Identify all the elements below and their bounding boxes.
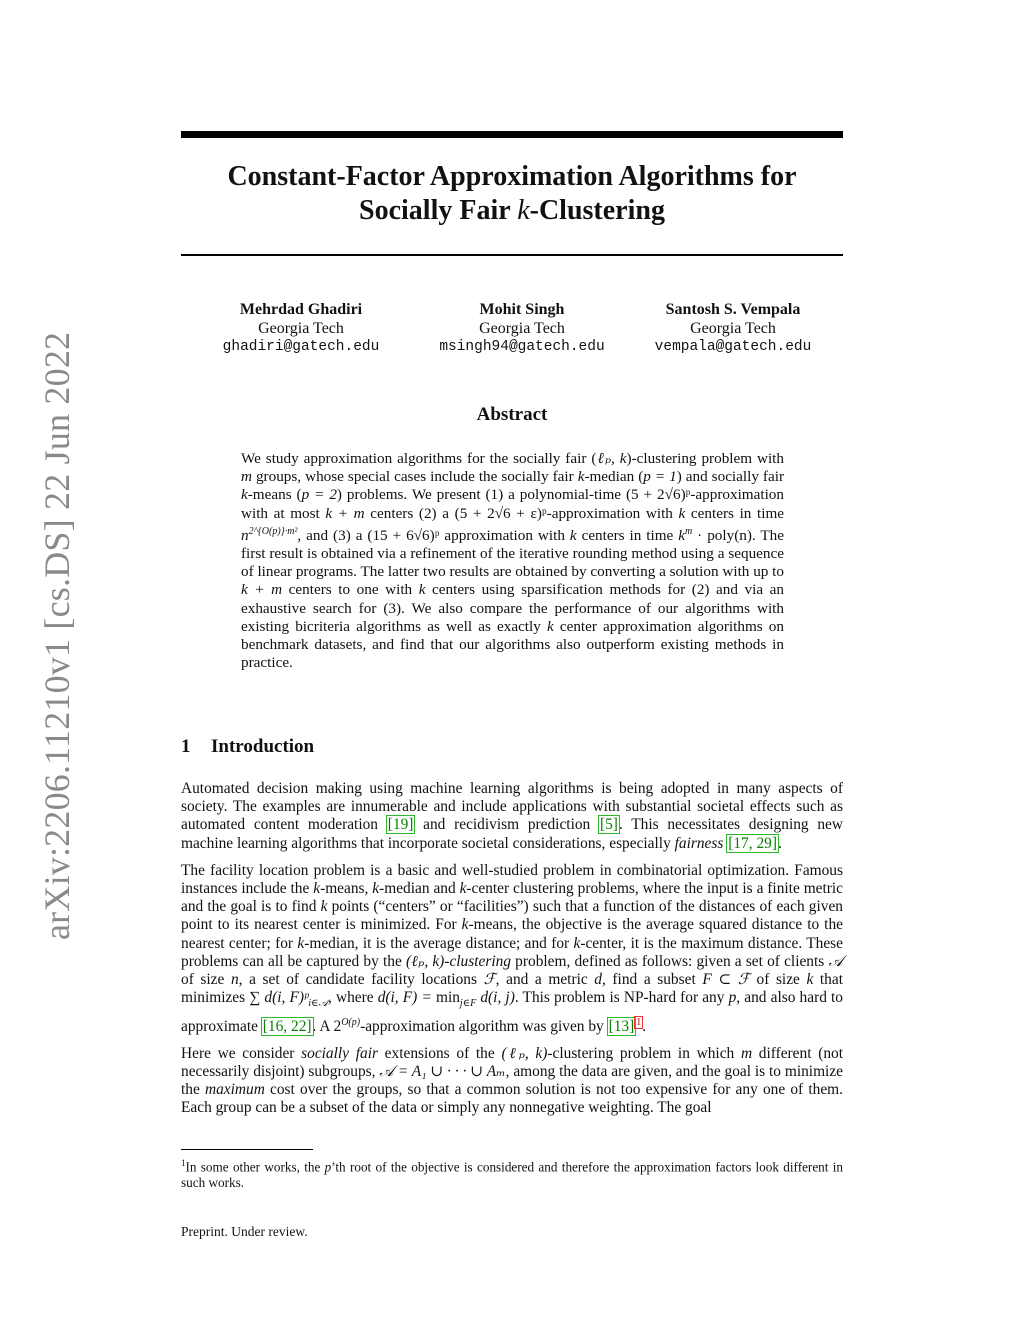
abstract-paragraph: We study approximation algorithms for the socially fair (ℓₚ, k)-clustering problem with m groups, whose special cases include the socially fair k-median (p = 1) and socially fair k-means (p = 2) problems. We present (1) a polynomial-time (5 + 2√6)ᵖ-approximation with at most k + m centers (2) a (5 + 2√6 + ε)ᵖ-approximation with k centers in time $n^{2\^{}\{O(p)\}\cdot m^2}$, and (3) a (15 + 6√6)ᵖ approximation with k centers in time $k^m$ · poly(n). The first result is obtained via a refinement of the iterative rounding method using a sequence of linear programs. The latter two results are obtained by converting a solution with up to k + m centers to one with k centers using sparsification methods for (2) and via an exhaustive search for (3). We also compare the performance of our algorithms with existing bicriteria algorithms as well as exactly k center approximation algorithms on benchmark datasets, and find that our algorithms also outperform existing methods in practice. bbox=[241, 450, 785, 672]
footnote-mark: 1 bbox=[181, 1158, 186, 1168]
preprint-note: Preprint. Under review. bbox=[181, 1224, 308, 1239]
author-name: Mohit Singh bbox=[479, 301, 565, 318]
abstract-heading: Abstract bbox=[476, 404, 548, 425]
title-top-rule bbox=[181, 131, 843, 138]
author-2 bbox=[422, 300, 622, 357]
author-email[interactable]: ghadiri@gatech.edu bbox=[222, 339, 380, 355]
author-affiliation: Georgia Tech bbox=[479, 320, 565, 337]
title-line-2 bbox=[181, 194, 843, 228]
footnote-rule bbox=[181, 1149, 313, 1150]
author-affiliation: Georgia Tech bbox=[690, 320, 776, 337]
title-line-2-post: -Clustering bbox=[529, 195, 665, 226]
abstract-body bbox=[241, 450, 784, 673]
title-line-1: Constant-Factor Approximation Algorithms for bbox=[227, 161, 797, 192]
intro-paragraph-1: Automated decision making using machine learning algorithms is being adopted in many aspects of society. The examples are innumerable and include applications with substantial societal effects such as automated content moderation [19] and recidivism prediction [5]. This necessitates designing new machine learning algorithms that incorporate societal considerations, especially fairness [17, 29]. bbox=[181, 780, 843, 852]
author-block bbox=[181, 300, 843, 357]
author-name: Mehrdad Ghadiri bbox=[239, 301, 363, 318]
section-heading-introduction bbox=[181, 736, 843, 758]
section-title: Introduction bbox=[211, 736, 315, 757]
citation-19[interactable]: [19] bbox=[387, 816, 414, 834]
footnote-ref-1[interactable]: 1 bbox=[636, 1016, 642, 1028]
title-bottom-rule bbox=[181, 254, 843, 256]
introduction-body bbox=[181, 780, 843, 1127]
arxiv-stamp[interactable]: arXiv:2206.11210v1 [cs.DS] 22 Jun 2022 bbox=[37, 331, 77, 940]
title-line-2-pre: Socially Fair bbox=[359, 195, 518, 226]
citation-13[interactable]: [13] bbox=[608, 1017, 635, 1035]
author-3 bbox=[623, 300, 843, 357]
section-number: 1 bbox=[181, 736, 191, 757]
author-name: Santosh S. Vempala bbox=[665, 301, 801, 318]
author-email[interactable]: vempala@gatech.edu bbox=[654, 339, 812, 355]
intro-paragraph-3: Here we consider socially fair extensions of the (ℓₚ, k)-clustering problem in which m different (not necessarily disjoint) subgroups, 𝒜 = A₁ ∪ · · · ∪ Aₘ, among the data are given, and the goal is to minimize the maximum cost over the groups, so that a common solution is not too expensive for any one of them. Each group can be a subset of the data or simply any nonnegative weighting. The goal bbox=[181, 1044, 843, 1117]
author-affiliation: Georgia Tech bbox=[258, 320, 344, 337]
citation-16-22[interactable]: [16, 22] bbox=[262, 1017, 312, 1035]
author-1 bbox=[181, 300, 421, 357]
title-var-k: k bbox=[517, 195, 530, 226]
footnote-1: $^1$In some other works, the p’th root of the objective is considered and therefore the approximation factors look different in such works. bbox=[181, 1158, 844, 1191]
citation-17-29[interactable]: [17, 29] bbox=[728, 834, 777, 852]
paper-title bbox=[181, 160, 843, 228]
author-email[interactable]: msingh94@gatech.edu bbox=[439, 339, 605, 355]
intro-paragraph-2: The facility location problem is a basic and well-studied problem in combinatorial optimization. Famous instances include the k-means, k-median and k-center clustering problems, where the input is a finite metric and the goal is to find k points (“centers” or “facilities”) such that a function of the distances of each given point to its nearest center is minimized. For k-means, the objective is the average squared distance to the nearest center; for k-median, it is the average distance; and for k-center, it is the maximum distance. These problems can all be captured by the (ℓₚ, k)-clustering problem, defined as follows: given a set of clients 𝒜 of size n, a set of candidate facility locations ℱ, and a metric d, find a subset F ⊂ ℱ of size k that minimizes ∑ d(i, F)ᵖ$_{i\in 𝒜}$, where d(i, $F) = \min_{j\in F} d(i$, j). This problem is NP-hard for any p, and also hard to approximate [16, 22]. A $2^{O(p)}$-approximation algorithm was given by [13] $^1$. bbox=[181, 861, 844, 1035]
citation-5[interactable]: [5] bbox=[599, 816, 618, 834]
